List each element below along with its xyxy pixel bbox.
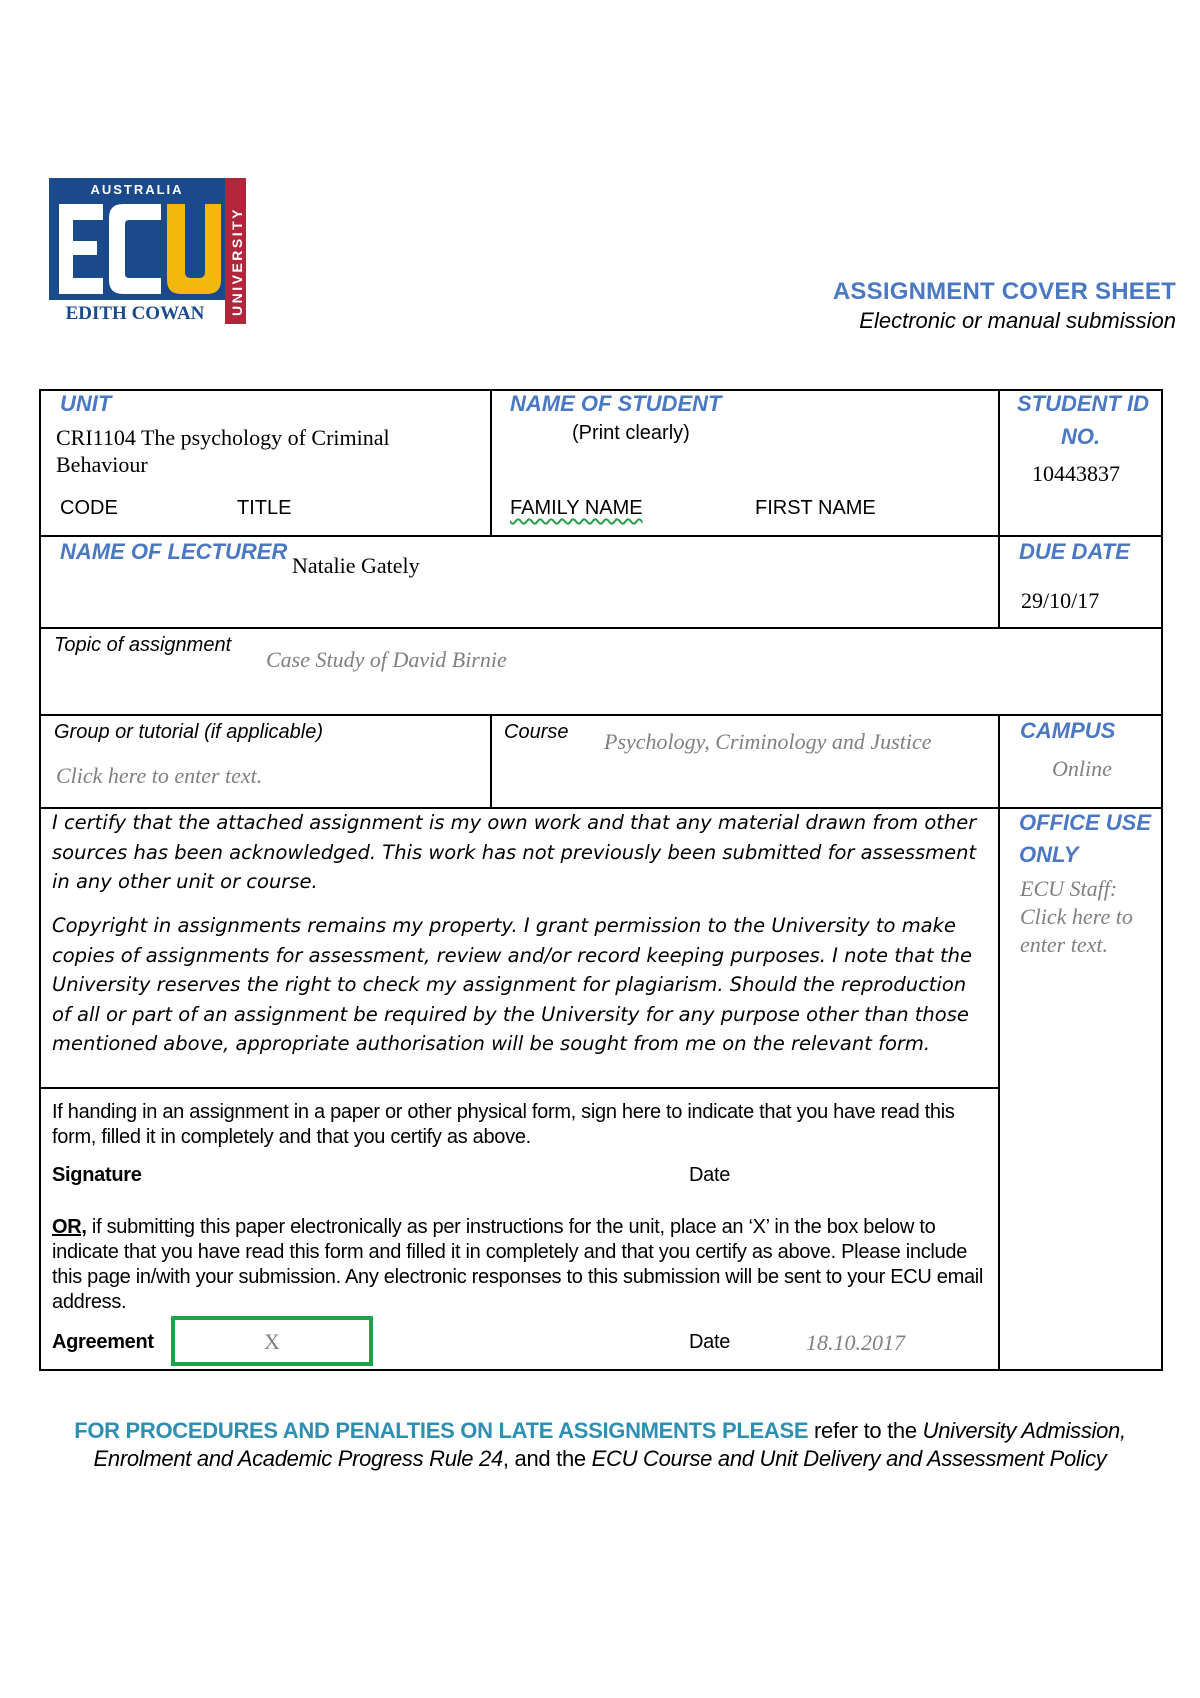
topic-label: Topic of assignment: [54, 634, 232, 656]
col-divider: [490, 714, 492, 809]
lecturer-label: NAME OF LECTURER: [60, 539, 288, 564]
paper-submission-text: If handing in an assignment in a paper or other physical form, sign here to indicate that you have read this form, filled it in completely and that you certify as above.: [52, 1101, 955, 1148]
agreement-checkbox[interactable]: [171, 1316, 373, 1366]
office-note-line2[interactable]: Click here to: [1020, 904, 1133, 929]
footer-policy-link: ECU Course and Unit Delivery and Assessment Policy: [591, 1446, 1107, 1471]
footer-text-2: , and the: [502, 1446, 592, 1471]
row-divider: [39, 714, 1163, 716]
student-name-hint: (Print clearly): [572, 422, 690, 444]
agreement-label: Agreement: [52, 1331, 154, 1353]
sheet-subtitle: Electronic or manual submission: [859, 308, 1176, 333]
logo-bottom-text: EDITH COWAN: [65, 303, 205, 324]
electronic-instructions: if submitting this paper electronically as per instructions for the unit, place an ‘X’ in the box below to indicate that you have read this form and filled it in completely and that you certify as above. Please include this page in/with your submission. Any electronic responses to this submission will be sent to your ECU email address.: [52, 1216, 984, 1313]
unit-title-label: TITLE: [237, 497, 292, 519]
electronic-date-value[interactable]: 18.10.2017: [806, 1330, 905, 1355]
col-divider: [998, 714, 1000, 1371]
due-date-value: 29/10/17: [1021, 588, 1100, 613]
declaration-paragraph-1: I certify that the attached assignment is my own work and that any material drawn from other sources has been acknowledged. This work has not previously been submitted for assessment in any other unit or course.: [52, 811, 977, 893]
student-id-label: STUDENT ID: [1017, 391, 1149, 416]
ecu-logo: [49, 178, 246, 324]
electronic-submission-text: [52, 1215, 992, 1315]
course-value[interactable]: Psychology, Criminology and Justice: [604, 729, 932, 754]
campus-value[interactable]: Online: [1052, 756, 1112, 781]
office-note-line1[interactable]: ECU Staff:: [1020, 876, 1118, 901]
col-divider: [998, 389, 1000, 629]
family-name-label: FAMILY NAME: [510, 497, 643, 519]
office-note-line3[interactable]: enter text.: [1020, 932, 1108, 957]
student-name-label: NAME OF STUDENT: [510, 391, 722, 416]
electronic-date-label: Date: [689, 1331, 731, 1353]
office-use-label: OFFICE USE: [1019, 810, 1152, 835]
row-divider: [39, 627, 1163, 629]
lecturer-value: Natalie Gately: [292, 553, 420, 578]
row-divider: [39, 535, 1163, 537]
footer-rule-link: University Admission, Enrolment and Academic Progress Rule 24: [93, 1418, 1126, 1471]
row-divider: [39, 1087, 1000, 1089]
logo-top-text: AUSTRALIA: [90, 182, 184, 197]
group-field[interactable]: Click here to enter text.: [56, 763, 263, 788]
student-id-label-no: NO.: [1061, 424, 1101, 449]
col-divider: [490, 389, 492, 537]
footer-text-1: refer to the: [808, 1418, 923, 1443]
signature-label: Signature: [52, 1164, 142, 1186]
declaration-paragraph-2: Copyright in assignments remains my property. I grant permission to the University to make copies of assignments for assessment, review and/or record keeping purposes. I note that the University reserves the right to check my assignment for plagiarism. Should the reproduction of all or part of an assignment be required by the University for any purpose other than those mentioned above, appropriate authorisation will be sought from me on the relevant form.: [52, 914, 973, 1055]
group-label: Group or tutorial (if applicable): [54, 721, 324, 743]
first-name-label: FIRST NAME: [755, 497, 876, 519]
paper-date-label: Date: [689, 1164, 731, 1186]
agreement-mark: X: [264, 1329, 280, 1354]
campus-label: CAMPUS: [1020, 718, 1116, 743]
unit-code-label: CODE: [60, 497, 118, 519]
due-date-label: DUE DATE: [1019, 539, 1130, 564]
sheet-title: ASSIGNMENT COVER SHEET: [832, 278, 1176, 305]
topic-value[interactable]: Case Study of David Birnie: [266, 647, 507, 672]
student-id-value: 10443837: [1032, 461, 1120, 486]
unit-value: CRI1104 The psychology of Criminal Behaviour: [56, 425, 390, 477]
or-label: OR,: [52, 1216, 87, 1238]
footer-accent: FOR PROCEDURES AND PENALTIES ON LATE ASSIGNMENTS PLEASE: [74, 1418, 809, 1443]
unit-label: UNIT: [60, 391, 112, 416]
late-policy-footer: [40, 1417, 1160, 1473]
sheet-header: [833, 278, 1176, 334]
course-label: Course: [504, 721, 569, 743]
logo-side-text: UNIVERSITY: [229, 206, 245, 316]
office-use-label-only: ONLY: [1019, 842, 1079, 867]
